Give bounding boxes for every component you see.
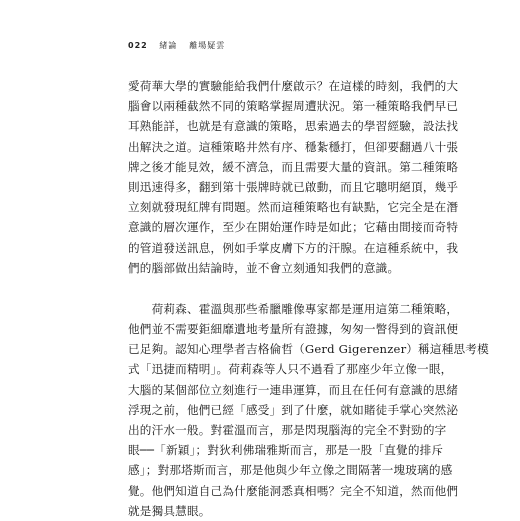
text-line: 腦會以兩種截然不同的策略掌握周遭狀況。第一種策略我們早已 [128, 99, 459, 114]
text-line: 就是獨具慧眼。 [128, 503, 211, 518]
text-line: 荷莉森、霍溫與那些希臘雕像專家都是運用這第二種策略， [128, 301, 459, 316]
text-line: 則迅速得多，翻到第十張牌時就已啟動，而且它聰明絕頂，幾乎 [128, 179, 459, 194]
text-line: 立刻就發現紅牌有問題。然而這種策略也有缺點，它完全是在潛 [128, 200, 459, 215]
text-line: 們的腦部做出結論時，並不會立刻通知我們的意識。 [128, 260, 400, 275]
text-line: 式「迅捷而精明」。荷莉森等人只不過看了那座少年立像一眼， [128, 362, 453, 377]
text-line: 耳熟能詳，也就是有意識的策略，思索過去的學習經驗，設法找 [128, 119, 459, 134]
text-line: 牌之後才能見效，緩不濟急，而且需要大量的資訊。第二種策略 [128, 159, 459, 174]
paragraph-2 [128, 299, 489, 521]
chapter-title: 離場疑雲 [189, 41, 226, 50]
text-line: 出解決之道。這種策略井然有序、穩紮穩打，但卻要翻過八十張 [128, 139, 459, 154]
paragraph-1 [128, 76, 459, 278]
text-line: 感」；對那塔斯而言，那是他與少年立像之間隔著一塊玻璃的感 [128, 463, 453, 478]
text-line: 意識的層次運作，至少在開始運作時是如此；它藉由間接而奇特 [128, 220, 459, 235]
running-header [128, 40, 225, 51]
text-line: 眼──「新穎」；對狄利佛瑞雅斯而言，那是一股「直覺的排斥 [128, 443, 444, 458]
body-text [128, 76, 489, 521]
page-number: 022 [128, 41, 148, 50]
text-line: 浮現之前，他們已經「感受」到了什麼，就如賭徒手掌心突然泌 [128, 402, 459, 417]
text-line: 愛荷華大學的實驗能給我們什麼啟示？在這樣的時刻，我們的大 [128, 79, 459, 93]
text-line: 的管道發送訊息，例如手掌皮膚下方的汗腺。在這種系統中，我 [128, 240, 459, 255]
text-line: 出的汗水一般。對霍溫而言，那是閃現腦海的完全不對勁的字 [128, 423, 447, 437]
text-line: 大腦的某個部位立刻進行一連串運算，而且在任何有意識的思緒 [128, 382, 459, 397]
text-line: 覺。他們知道自己為什麼能洞悉真相嗎？完全不知道，然而他們 [128, 483, 459, 498]
section-title: 緒論 [159, 41, 178, 50]
text-line: 已足夠。認知心理學者吉格倫哲（Gerd Gigerenzer）稱這種思考模 [128, 342, 489, 357]
text-line: 他們並不需要鉅細靡遺地考量所有證據，匆匆一瞥得到的資訊便 [128, 322, 459, 337]
